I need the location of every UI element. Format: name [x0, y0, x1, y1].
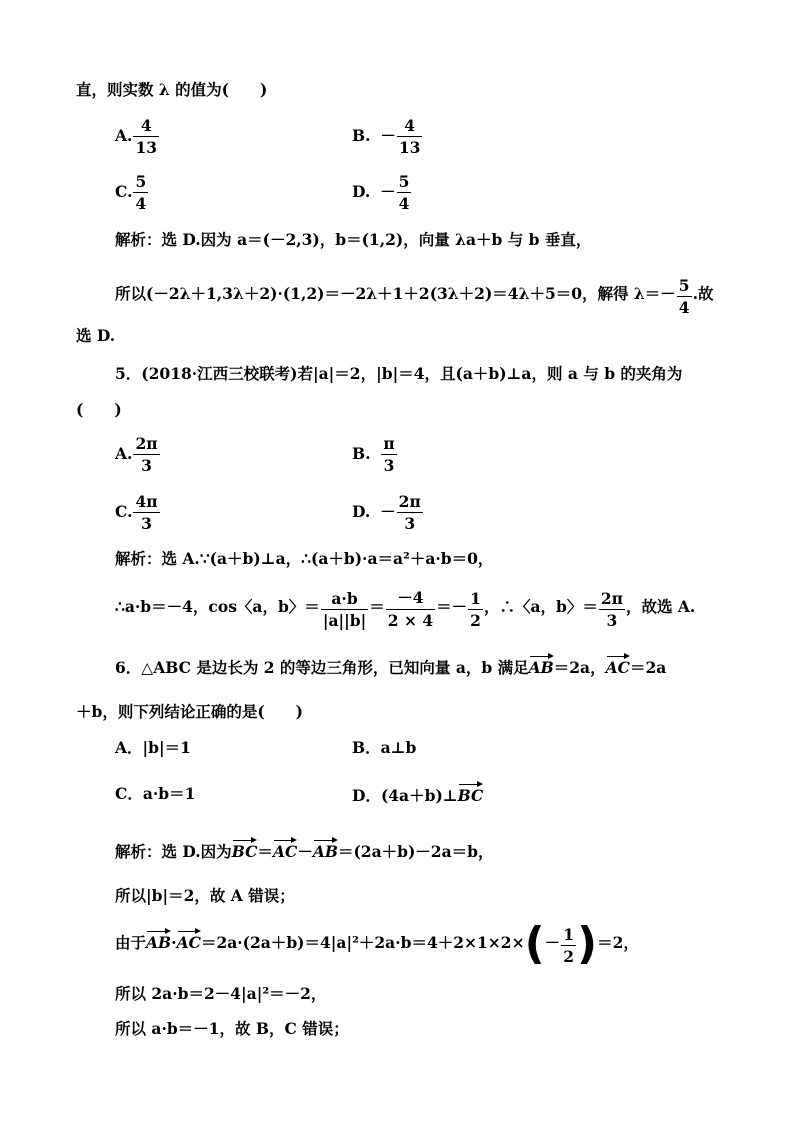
q6-solution-line2: 所以|b|＝2，故 A 错误；: [115, 886, 295, 905]
q5-option-c-fraction: $\frac{4\pi}{3}$: [135, 492, 158, 533]
q5-solution-fraction-1: $\frac{a\cdot b}{|a||b|}$: [322, 589, 367, 630]
q4-option-a: A. $\frac{4}{13}$: [115, 116, 158, 157]
left-paren: (: [524, 918, 545, 969]
q5-option-a: A. $\frac{2\pi}{3}$: [115, 434, 158, 475]
vector-ab: AB: [312, 842, 338, 861]
q4-solution-line1: 解析：选 D.因为 a＝(－2,3)，b＝(1,2)，向量 λa＋b 与 b 垂直，: [115, 230, 592, 249]
q5-option-d-fraction: $\frac{2\pi}{3}$: [398, 492, 421, 533]
right-paren: ): [576, 918, 598, 969]
q6-stem-line1: 6．△ABC 是边长为 2 的等边三角形，已知向量 a，b 满足AB＝2a，AC＝2a: [115, 658, 667, 677]
q5-solution-fraction-2: $\frac{-4}{2 \times 4}$: [387, 588, 434, 630]
q5-solution-line2: ∴a·b＝－4，cos〈a，b〉＝ $\frac{a\cdot b}{|a||b|}$ ＝ $\frac{-4}{2 \times 4}$ ＝－ $\frac{1}{2}$ ，∴〈a，b〉＝ $\frac{2\pi}{3}$ ，故选 A.: [115, 588, 696, 630]
q5-option-a-fraction: $\frac{2\pi}{3}$: [135, 434, 158, 475]
q5-stem: 5．(2018·江西三校联考)若|a|＝2，|b|＝4，且(a＋b)⊥a，则 a 与 b 的夹角为: [115, 364, 683, 383]
q6-stem-line2: ＋b，则下列结论正确的是( ): [76, 702, 304, 721]
q4-solution-line2: 所以(－2λ＋1,3λ＋2)·(1,2)＝－2λ＋1＋2(3λ＋2)＝4λ＋5＝0，解得 λ＝－ $\frac{5}{4}$ .故: [115, 276, 714, 317]
q6-option-c: C．a·b＝1: [115, 784, 196, 803]
q6-option-a: A．|b|＝1: [115, 738, 191, 757]
q5-solution-fraction-4: $\frac{2\pi}{3}$: [600, 589, 623, 630]
vector-bc: BC: [457, 786, 484, 805]
q6-option-b: B．a⊥b: [352, 738, 417, 757]
q5-solution-fraction-3: $\frac{1}{2}$: [470, 589, 481, 630]
vector-ab: AB: [528, 658, 554, 677]
q4-option-d: D. － $\frac{5}{4}$: [352, 172, 410, 213]
q4-option-c: C. $\frac{5}{4}$: [115, 172, 147, 213]
q4-solution-line3: 选 D.: [76, 326, 116, 345]
q4-option-d-fraction: $\frac{5}{4}$: [398, 172, 410, 213]
vector-ac: AC: [272, 842, 298, 861]
q6-solution-fraction: $\frac{1}{2}$: [563, 925, 574, 966]
q6-option-d: D．(4a＋b)⊥BC: [352, 786, 484, 805]
q4-option-a-fraction: $\frac{4}{13}$: [135, 116, 158, 157]
q4-option-b: B. － $\frac{4}{13}$: [352, 116, 421, 157]
q5-option-d: D. － $\frac{2\pi}{3}$: [352, 492, 421, 533]
q6-solution-line5: 所以 a·b＝－1，故 B，C 错误；: [115, 1019, 349, 1038]
q5-stem-tail: ( ): [76, 400, 122, 419]
q4-solution-fraction: $\frac{5}{4}$: [678, 276, 690, 317]
q4-stem-tail: 直，则实数 λ 的值为( ): [76, 80, 268, 99]
q4-option-b-fraction: $\frac{4}{13}$: [398, 116, 421, 157]
q6-solution-line4: 所以 2a·b＝2－4|a|²＝－2，: [115, 984, 327, 1003]
q4-option-c-fraction: $\frac{5}{4}$: [135, 172, 147, 213]
vector-ab: AB: [146, 933, 172, 952]
vector-bc: BC: [231, 842, 258, 861]
q6-solution-line3: 由于AB·AC＝2a·(2a＋b)＝4|a|²＋2a·b＝4＋2×1×2×(－ $\frac{1}{2}$ )＝2，: [115, 918, 639, 969]
q5-option-b: B. $\frac{\pi}{3}$: [352, 434, 395, 475]
vector-ac: AC: [176, 933, 201, 952]
q6-solution-line1: 解析：选 D.因为BC＝AC－AB＝(2a＋b)－2a＝b，: [115, 842, 494, 861]
q5-solution-line1: 解析：选 A.∵(a＋b)⊥a，∴(a＋b)·a＝a²＋a·b＝0，: [115, 549, 494, 568]
vector-ac: AC: [605, 658, 630, 677]
q5-option-c: C. $\frac{4\pi}{3}$: [115, 492, 158, 533]
q5-option-b-fraction: $\frac{\pi}{3}$: [383, 434, 395, 475]
